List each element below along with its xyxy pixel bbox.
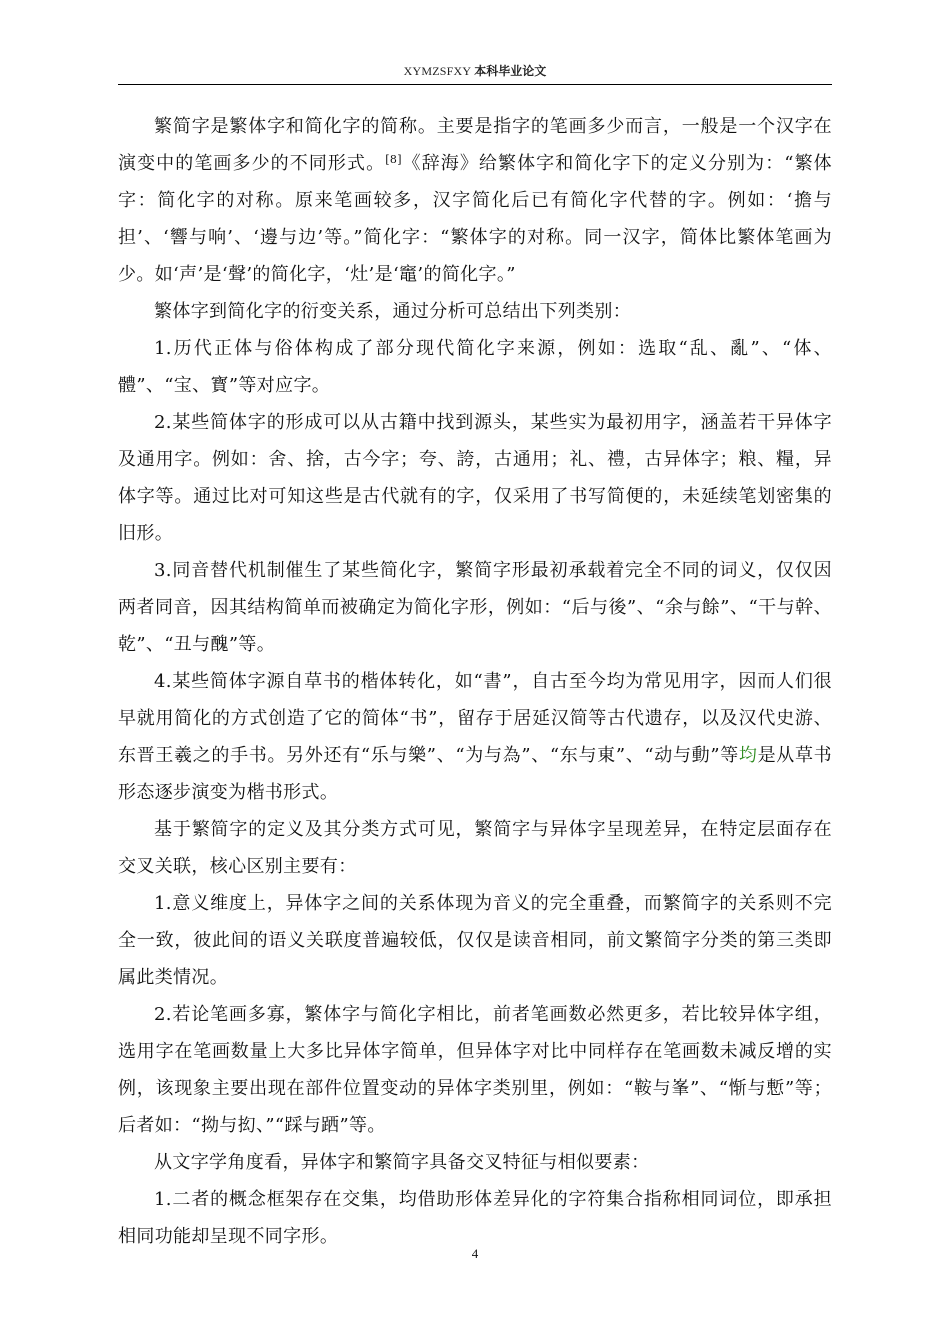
difference-item-1: 1.意义维度上，异体字之间的关系体现为音义的完全重叠，而繁简字的关系则不完全一致，彼此间的语义关联度普遍较低，仅仅是读音相同，前文繁简字分类的第三类即属此类情况。: [118, 893, 832, 988]
paragraph-categories-intro: 繁体字到简化字的衍变关系，通过分析可总结出下列类别：: [154, 301, 632, 322]
list-item-4: [118, 663, 832, 811]
paragraph-definition: [118, 108, 832, 293]
header-title: 本科毕业论文: [474, 64, 547, 78]
difference-item-2: 2.若论笔画多寡，繁体字与简化字相比，前者笔画数必然更多，若比较异体字组，选用字在笔画数量上大多比异体字简单，但异体字对比中同样存在笔画数未减反增的实例，该现象主要出现在部件位置变动的异体字类别里，例如：“鞍与峯”、“惭与慙”等；后者如：“拗与抝、”“踩与跴”等。: [118, 1004, 832, 1136]
paragraph-definition-post: 《辞海》给繁体字和简化字下的定义分别为：“繁体字：简化字的对称。原来笔画较多，汉字简化后已有简化字代替的字。例如：‘擔与担’、‘響与响’、‘邊与边’等。”简化字：“繁体字的对称。同一汉字，简体比繁体笔画为少。如‘声’是‘聲’的简化字，‘灶’是‘竈’的简化字。”: [118, 153, 833, 285]
paragraph-differences-intro: 基于繁简字的定义及其分类方式可见，繁简字与异体字呈现差异，在特定层面存在交叉关联，核心区别主要有：: [118, 819, 832, 877]
paragraph-similarities-intro: 从文字学角度看，异体字和繁简字具备交叉特征与相似要素：: [154, 1152, 650, 1173]
paragraph-definition-pre: 繁简字是繁体字和简化字的简称。主要是指字的笔画多少而言，一般是一个汉字在演变中的笔画多少的不同形式。: [118, 116, 832, 174]
header-divider: [118, 84, 832, 85]
header-code: XYMZSFXY: [403, 64, 472, 78]
highlighted-word: 均: [738, 745, 758, 766]
list-item-1: 1.历代正体与俗体构成了部分现代简化字来源，例如：选取“乱、亂”、“体、體”、“宝、寳”等对应字。: [118, 338, 832, 396]
page-number: 4: [471, 1246, 479, 1261]
page-header: [118, 63, 832, 79]
citation-8: [8]: [385, 153, 402, 166]
body-text: [118, 108, 832, 1255]
similarity-item-1: 1.二者的概念框架存在交集，均借助形体差异化的字符集合指称相同词位，即承担相同功能却呈现不同字形。: [118, 1189, 832, 1247]
list-item-2: 2.某些简体字的形成可以从古籍中找到源头，某些实为最初用字，涵盖若干异体字及通用字。例如：舍、捨，古今字；夸、誇，古通用；礼、禮，古异体字；粮、糧，异体字等。通过比对可知这些是古代就有的字，仅采用了书写简便的，未延续笔划密集的旧形。: [118, 412, 832, 544]
list-item-4-post: 是从草书形态逐步演变为楷书形式。: [118, 745, 832, 803]
list-item-4-pre: 4.某些简体字源自草书的楷体转化，如“書”，自古至今均为常见用字，因而人们很早就用简化的方式创造了它的简体“书”，留存于居延汉简等古代遗存，以及汉代史游、东晋王羲之的手书。另外还有“乐与樂”、“为与為”、“东与東”、“动与動”等: [118, 671, 832, 766]
list-item-3: 3.同音替代机制催生了某些简化字，繁简字形最初承载着完全不同的词义，仅仅因两者同音，因其结构简单而被确定为简化字形，例如：“后与後”、“余与餘”、“干与幹、乾”、“丑与醜”等。: [118, 560, 832, 655]
